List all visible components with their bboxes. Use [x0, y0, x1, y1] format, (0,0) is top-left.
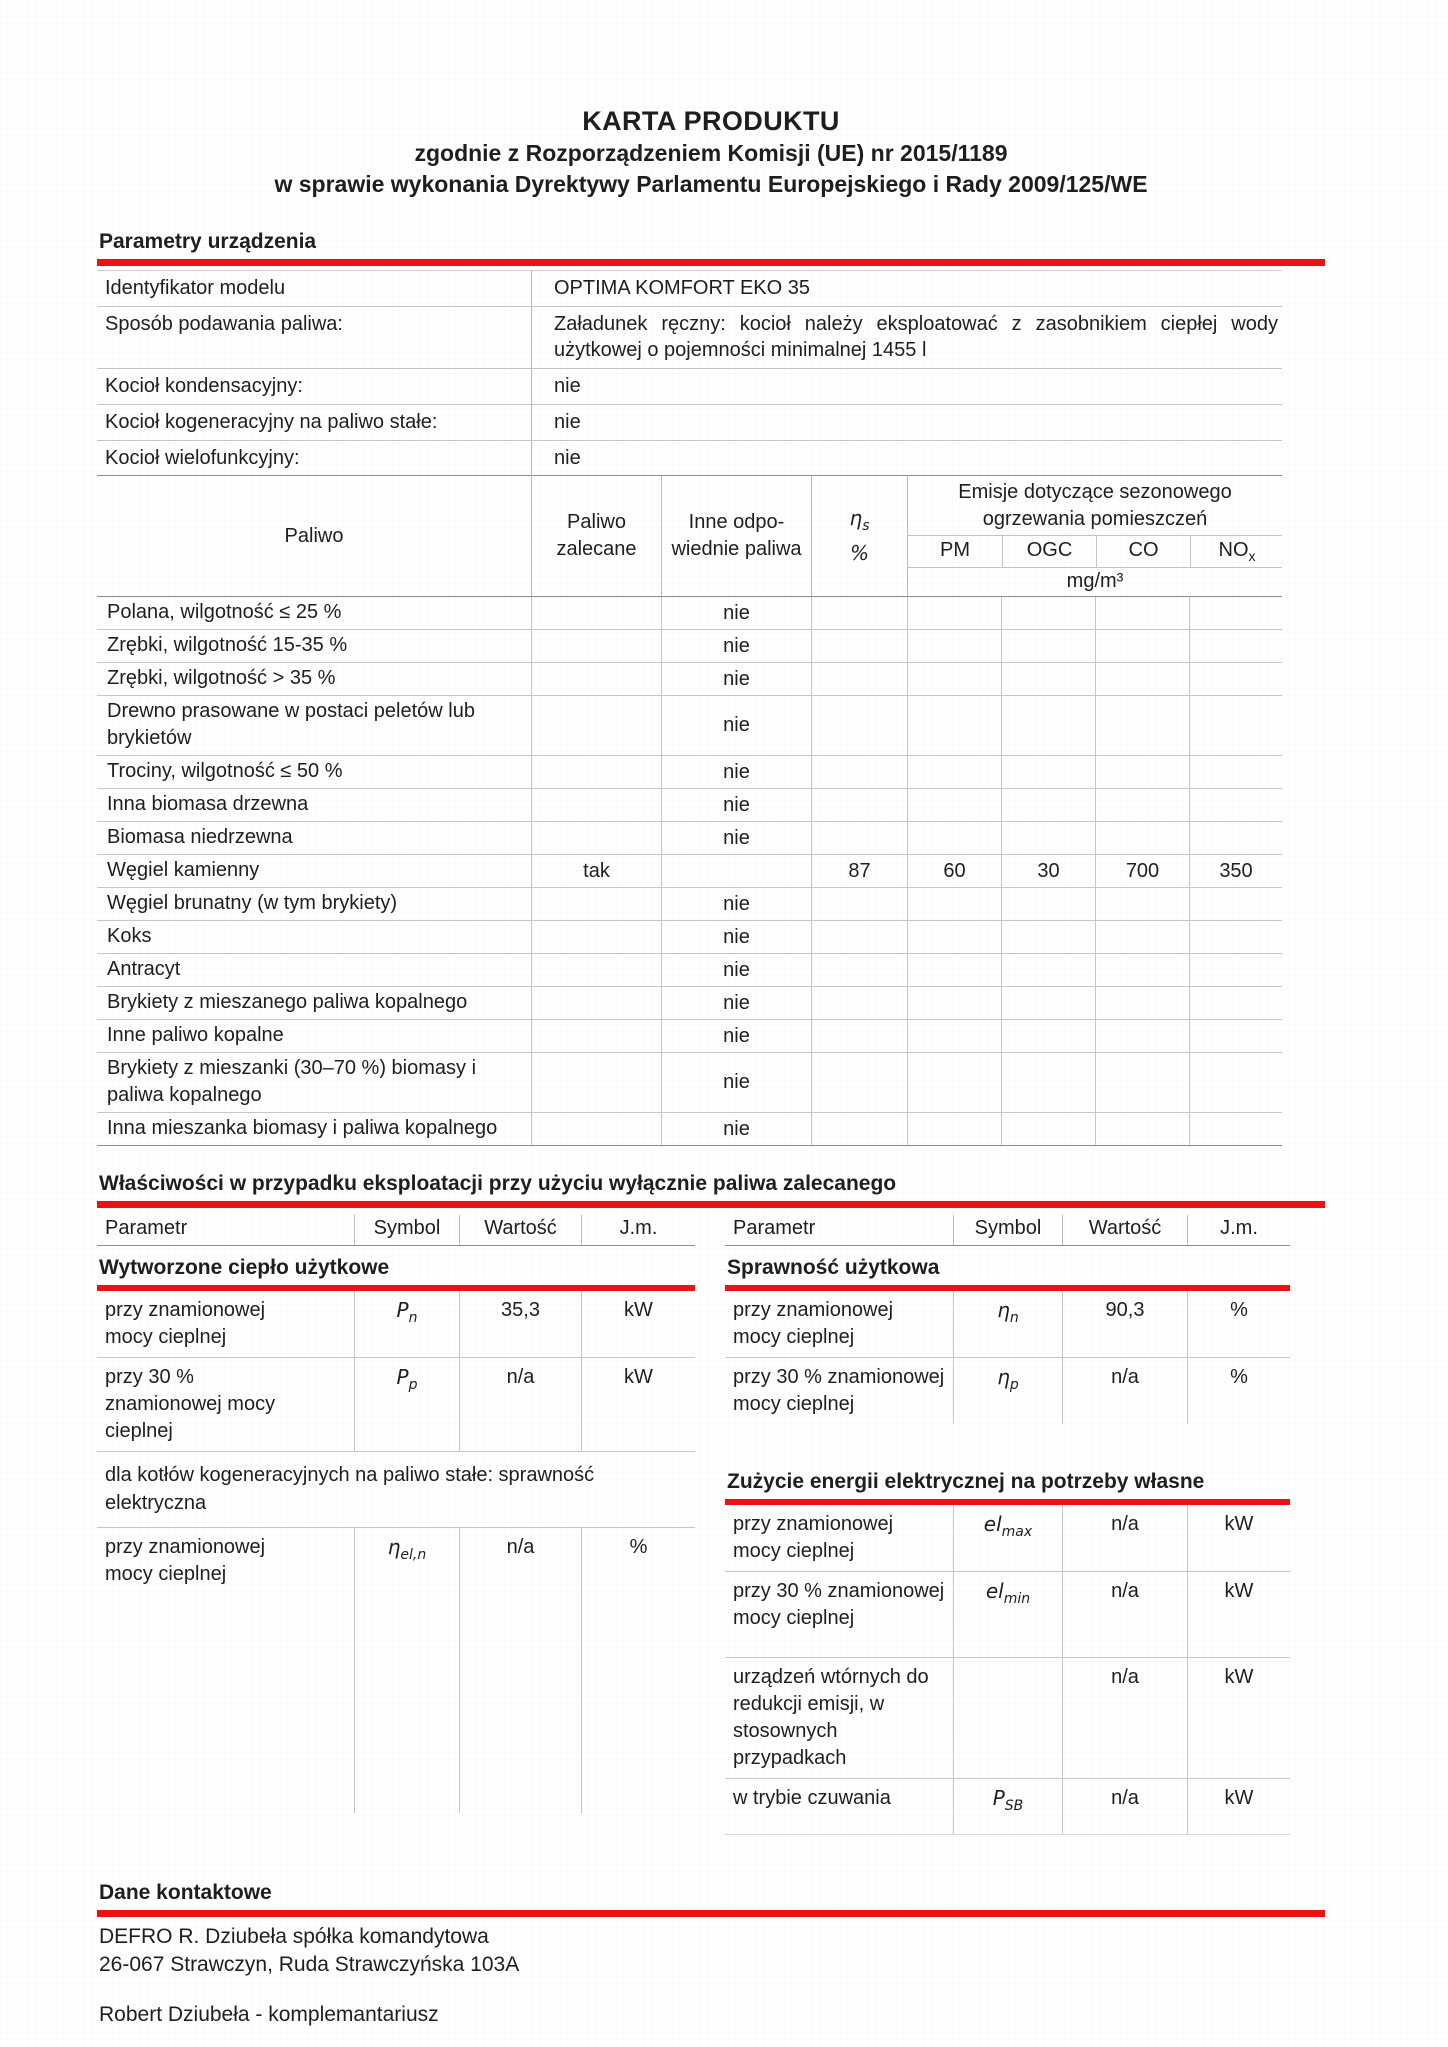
emissions-title: Emisje dotyczące sezonowego ogrzewania pomieszczeń	[908, 476, 1282, 536]
param-symbol: $\eta_n$	[953, 1291, 1062, 1357]
fuel-recommended	[531, 822, 661, 854]
section-heading-properties: Właściwości w przypadku eksploatacji przy użyciu wyłącznie paliwa zalecanego	[99, 1172, 897, 1195]
fuel-eta	[811, 888, 907, 920]
emissions-unit: mg/m³	[1066, 570, 1124, 592]
fuel-recommended	[531, 888, 661, 920]
fuel-name: Polana, wilgotność ≤ 25 %	[107, 601, 342, 623]
fuel-nox	[1189, 822, 1282, 854]
fuel-other: nie	[661, 696, 811, 755]
fuel-recommended	[531, 1020, 661, 1052]
fuel-pm	[907, 888, 1001, 920]
fuel-other: nie	[661, 789, 811, 821]
param-symbol: $\eta_{el,n}$	[354, 1528, 459, 1813]
fuel-pm	[907, 921, 1001, 953]
fuel-recommended	[531, 756, 661, 788]
fuel-nox	[1189, 954, 1282, 986]
table-row	[725, 1572, 1290, 1658]
fuel-ogc	[1001, 888, 1095, 920]
fuel-co: 700	[1095, 855, 1189, 887]
fuel-row	[97, 987, 1282, 1020]
fuel-table	[97, 475, 1282, 1146]
param-value: n/a	[1062, 1572, 1187, 1657]
fuel-row	[97, 597, 1282, 630]
fuel-ogc	[1001, 1113, 1095, 1145]
fuel-eta	[811, 630, 907, 662]
properties-left-column	[97, 1215, 695, 1813]
fuel-name: Brykiety z mieszanki (30–70 %) biomasy i paliwa kopalnego	[107, 1057, 477, 1106]
param-value: 90,3	[1062, 1291, 1187, 1357]
param-label: przy znamionowej mocy cieplnej	[733, 1299, 894, 1348]
fuel-nox: 350	[1189, 855, 1282, 887]
fuel-name: Drewno prasowane w postaci peletów lub brykietów	[107, 700, 475, 749]
fuel-other: nie	[661, 597, 811, 629]
fuel-nox	[1189, 756, 1282, 788]
fuel-recommended	[531, 630, 661, 662]
fuel-name: Inna biomasa drzewna	[107, 793, 309, 815]
column-header-pm: PM	[940, 539, 970, 561]
param-value: Załadunek ręczny: kocioł należy eksploatować z zasobnikiem ciepłej wody użytkowej o pojemności minimalnej 1455 l	[531, 307, 1282, 368]
fuel-ogc	[1001, 630, 1095, 662]
fuel-row	[97, 756, 1282, 789]
fuel-eta	[811, 1053, 907, 1112]
left-table-header	[97, 1215, 695, 1246]
table-row	[97, 271, 1282, 307]
param-value: n/a	[1062, 1505, 1187, 1571]
fuel-eta	[811, 987, 907, 1019]
fuel-ogc	[1001, 1053, 1095, 1112]
param-unit: kW	[1187, 1572, 1290, 1657]
fuel-ogc	[1001, 987, 1095, 1019]
column-header-param: Parametr	[733, 1217, 816, 1239]
fuel-eta	[811, 822, 907, 854]
param-label: Identyfikator modelu	[105, 277, 286, 299]
red-rule	[97, 1201, 1325, 1208]
param-unit: kW	[581, 1291, 695, 1357]
eta-s-symbol: $\eta_s$	[849, 506, 870, 534]
subheading-efficiency: Sprawność użytkowa	[727, 1256, 940, 1279]
fuel-row	[97, 1020, 1282, 1053]
fuel-name: Koks	[107, 925, 152, 947]
fuel-other: nie	[661, 663, 811, 695]
fuel-name: Brykiety z mieszanego paliwa kopalnego	[107, 991, 468, 1013]
fuel-nox	[1189, 663, 1282, 695]
right-table-header	[725, 1215, 1290, 1246]
fuel-recommended	[531, 597, 661, 629]
fuel-co	[1095, 1020, 1189, 1052]
column-header-unit: J.m.	[1187, 1215, 1290, 1245]
fuel-other: nie	[661, 1053, 811, 1112]
fuel-name: Inne paliwo kopalne	[107, 1024, 284, 1046]
fuel-other: nie	[661, 1113, 811, 1145]
param-unit: %	[581, 1528, 695, 1813]
fuel-ogc	[1001, 663, 1095, 695]
column-header-value: Wartość	[459, 1215, 581, 1245]
fuel-pm	[907, 663, 1001, 695]
table-row	[97, 441, 1282, 476]
fuel-ogc	[1001, 696, 1095, 755]
fuel-co	[1095, 921, 1189, 953]
fuel-nox	[1189, 789, 1282, 821]
section-heading-device-params: Parametry urządzenia	[99, 230, 317, 253]
fuel-row	[97, 1113, 1282, 1146]
param-label: Kocioł kogeneracyjny na paliwo stałe:	[105, 411, 438, 433]
contact-company: DEFRO R. Dziubeła spółka komandytowa	[99, 1925, 489, 1948]
column-header-line: Paliwo	[567, 511, 626, 533]
table-row	[97, 1528, 695, 1813]
fuel-co	[1095, 663, 1189, 695]
fuel-co	[1095, 987, 1189, 1019]
fuel-eta	[811, 1113, 907, 1145]
column-header-nox: $NO_x$	[1190, 536, 1283, 567]
fuel-pm	[907, 1113, 1001, 1145]
contact-person: Robert Dziubeła - komplemantariusz	[99, 2003, 439, 2026]
fuel-pm	[907, 1020, 1001, 1052]
fuel-co	[1095, 756, 1189, 788]
param-value: nie	[531, 405, 1282, 440]
param-symbol: $P_{SB}$	[953, 1779, 1062, 1834]
fuel-ogc	[1001, 789, 1095, 821]
fuel-pm	[907, 597, 1001, 629]
fuel-ogc	[1001, 597, 1095, 629]
fuel-name: Biomasa niedrzewna	[107, 826, 293, 848]
fuel-pm	[907, 630, 1001, 662]
fuel-ogc	[1001, 921, 1095, 953]
fuel-eta	[811, 789, 907, 821]
subheading-power-consumption: Zużycie energii elektrycznej na potrzeby własne	[727, 1470, 1205, 1493]
param-value: n/a	[1062, 1779, 1187, 1834]
table-row	[97, 1291, 695, 1358]
fuel-eta	[811, 954, 907, 986]
fuel-nox	[1189, 597, 1282, 629]
fuel-eta	[811, 1020, 907, 1052]
column-header-symbol: Symbol	[354, 1215, 459, 1245]
fuel-recommended	[531, 789, 661, 821]
fuel-name: Zrębki, wilgotność > 35 %	[107, 667, 336, 689]
param-symbol: $P_n$	[354, 1291, 459, 1357]
param-unit: %	[1187, 1358, 1290, 1424]
column-header-ogc: OGC	[1002, 536, 1096, 567]
fuel-other: nie	[661, 987, 811, 1019]
fuel-row	[97, 921, 1282, 954]
fuel-name: Antracyt	[107, 958, 181, 980]
fuel-eta	[811, 756, 907, 788]
fuel-other: nie	[661, 756, 811, 788]
param-value: n/a	[1062, 1658, 1187, 1778]
param-unit: kW	[1187, 1779, 1290, 1834]
fuel-co	[1095, 1053, 1189, 1112]
eta-s-unit: %	[849, 541, 869, 565]
param-label: przy znamionowej mocy cieplnej	[105, 1536, 266, 1585]
param-symbol: $P_p$	[354, 1358, 459, 1451]
fuel-ogc	[1001, 1020, 1095, 1052]
param-label: Kocioł kondensacyjny:	[105, 375, 303, 397]
table-row	[97, 1358, 695, 1452]
fuel-pm	[907, 696, 1001, 755]
fuel-row	[97, 789, 1282, 822]
param-unit: kW	[1187, 1658, 1290, 1778]
param-symbol	[953, 1658, 1062, 1778]
param-label: przy 30 % znamionowej mocy cieplnej	[733, 1366, 945, 1415]
fuel-nox	[1189, 1053, 1282, 1112]
fuel-co	[1095, 696, 1189, 755]
fuel-pm	[907, 954, 1001, 986]
fuel-row	[97, 822, 1282, 855]
fuel-pm	[907, 756, 1001, 788]
fuel-nox	[1189, 921, 1282, 953]
fuel-name: Trociny, wilgotność ≤ 50 %	[107, 760, 343, 782]
properties-right-column	[725, 1215, 1290, 1835]
column-header-param: Parametr	[105, 1217, 188, 1239]
fuel-other: nie	[661, 1020, 811, 1052]
fuel-row	[97, 954, 1282, 987]
fuel-other: nie	[661, 921, 811, 953]
fuel-nox	[1189, 1020, 1282, 1052]
table-row	[725, 1505, 1290, 1572]
param-label: w trybie czuwania	[733, 1787, 891, 1809]
param-label: urządzeń wtórnych do redukcji emisji, w stosownych przypadkach	[733, 1666, 929, 1769]
param-label: przy 30 % znamionowej mocy cieplnej	[105, 1366, 276, 1442]
param-symbol: $\eta_p$	[953, 1358, 1062, 1424]
fuel-eta	[811, 696, 907, 755]
column-header-line: zalecane	[556, 538, 637, 560]
emissions-header-group	[907, 476, 1282, 596]
fuel-pm	[907, 789, 1001, 821]
column-header-value: Wartość	[1062, 1215, 1187, 1245]
table-row	[725, 1358, 1290, 1424]
param-value: n/a	[459, 1528, 581, 1813]
red-rule	[97, 1910, 1325, 1917]
column-header-unit: J.m.	[581, 1215, 695, 1245]
fuel-co	[1095, 954, 1189, 986]
table-row	[725, 1779, 1290, 1835]
page-subtitle-2: w sprawie wykonania Dyrektywy Parlamentu Europejskiego i Rady 2009/125/WE	[274, 171, 1148, 197]
fuel-recommended	[531, 1113, 661, 1145]
table-row	[725, 1658, 1290, 1779]
fuel-pm	[907, 822, 1001, 854]
param-label: Kocioł wielofunkcyjny:	[105, 447, 300, 469]
fuel-name: Inna mieszanka biomasy i paliwa kopalnego	[107, 1117, 498, 1139]
fuel-pm: 60	[907, 855, 1001, 887]
device-params-table	[97, 270, 1282, 476]
subheading-heat-output: Wytworzone ciepło użytkowe	[99, 1256, 390, 1279]
fuel-name: Zrębki, wilgotność 15-35 %	[107, 634, 348, 656]
fuel-ogc: 30	[1001, 855, 1095, 887]
fuel-name: Węgiel kamienny	[107, 859, 260, 881]
column-header-symbol: Symbol	[953, 1215, 1062, 1245]
param-symbol: $el_{max}$	[953, 1505, 1062, 1571]
fuel-pm	[907, 1053, 1001, 1112]
page-subtitle-1: zgodnie z Rozporządzeniem Komisji (UE) nr 2015/1189	[414, 140, 1008, 166]
fuel-nox	[1189, 987, 1282, 1019]
page-title: KARTA PRODUKTU	[582, 106, 840, 136]
fuel-row	[97, 888, 1282, 921]
fuel-other: nie	[661, 954, 811, 986]
param-value: n/a	[459, 1358, 581, 1451]
param-value: OPTIMA KOMFORT EKO 35	[531, 271, 1282, 306]
fuel-name: Węgiel brunatny (w tym brykiety)	[107, 892, 398, 914]
table-row	[97, 405, 1282, 441]
fuel-other	[661, 855, 811, 887]
fuel-co	[1095, 630, 1189, 662]
properties-columns	[97, 1215, 1325, 1835]
param-unit: %	[1187, 1291, 1290, 1357]
param-label: przy 30 % znamionowej mocy cieplnej	[733, 1580, 945, 1629]
contact-address: 26-067 Strawczyn, Ruda Strawczyńska 103A	[99, 1953, 520, 1976]
fuel-ogc	[1001, 822, 1095, 854]
param-value: nie	[531, 369, 1282, 404]
fuel-recommended: tak	[531, 855, 661, 887]
fuel-ogc	[1001, 756, 1095, 788]
fuel-recommended	[531, 696, 661, 755]
table-row	[97, 307, 1282, 369]
red-rule	[97, 259, 1325, 266]
table-row	[97, 369, 1282, 405]
fuel-other: nie	[661, 888, 811, 920]
fuel-recommended	[531, 921, 661, 953]
param-value: nie	[531, 441, 1282, 476]
fuel-row	[97, 663, 1282, 696]
fuel-co	[1095, 789, 1189, 821]
fuel-ogc	[1001, 954, 1095, 986]
param-label: przy znamionowej mocy cieplnej	[733, 1513, 894, 1562]
param-value: 35,3	[459, 1291, 581, 1357]
fuel-row	[97, 696, 1282, 756]
contact-section	[97, 1881, 1325, 2029]
fuel-co	[1095, 597, 1189, 629]
fuel-eta	[811, 663, 907, 695]
column-header-other-fuels	[661, 476, 811, 596]
param-symbol: $el_{min}$	[953, 1572, 1062, 1657]
param-value: n/a	[1062, 1358, 1187, 1424]
fuel-recommended	[531, 954, 661, 986]
table-row	[725, 1291, 1290, 1358]
fuel-nox	[1189, 1113, 1282, 1145]
fuel-other: nie	[661, 630, 811, 662]
fuel-nox	[1189, 888, 1282, 920]
fuel-recommended	[531, 663, 661, 695]
fuel-recommended	[531, 1053, 661, 1112]
column-header-co: CO	[1096, 536, 1190, 567]
fuel-other: nie	[661, 822, 811, 854]
param-unit: kW	[1187, 1505, 1290, 1571]
fuel-co	[1095, 888, 1189, 920]
fuel-row	[97, 630, 1282, 663]
fuel-table-header	[97, 475, 1282, 597]
fuel-row-recommended-fuel	[97, 855, 1282, 888]
fuel-co	[1095, 822, 1189, 854]
param-label: Sposób podawania paliwa:	[105, 313, 343, 335]
fuel-row	[97, 1053, 1282, 1113]
column-header-recommended	[531, 476, 661, 596]
param-unit: kW	[581, 1358, 695, 1451]
column-header-line: wiednie paliwa	[671, 538, 802, 560]
fuel-nox	[1189, 630, 1282, 662]
section-heading-contact: Dane kontaktowe	[99, 1881, 272, 1904]
fuel-pm	[907, 987, 1001, 1019]
column-header-fuel: Paliwo	[284, 524, 344, 547]
fuel-recommended	[531, 987, 661, 1019]
column-header-line: Inne odpo-	[688, 511, 785, 533]
fuel-eta	[811, 921, 907, 953]
fuel-eta: 87	[811, 855, 907, 887]
emissions-columns	[908, 536, 1282, 568]
fuel-eta	[811, 597, 907, 629]
cogeneration-note: dla kotłów kogeneracyjnych na paliwo stałe: sprawność elektryczna	[97, 1452, 695, 1528]
column-header-eta-s	[811, 476, 907, 596]
param-label: przy znamionowej mocy cieplnej	[105, 1299, 266, 1348]
fuel-co	[1095, 1113, 1189, 1145]
fuel-nox	[1189, 696, 1282, 755]
